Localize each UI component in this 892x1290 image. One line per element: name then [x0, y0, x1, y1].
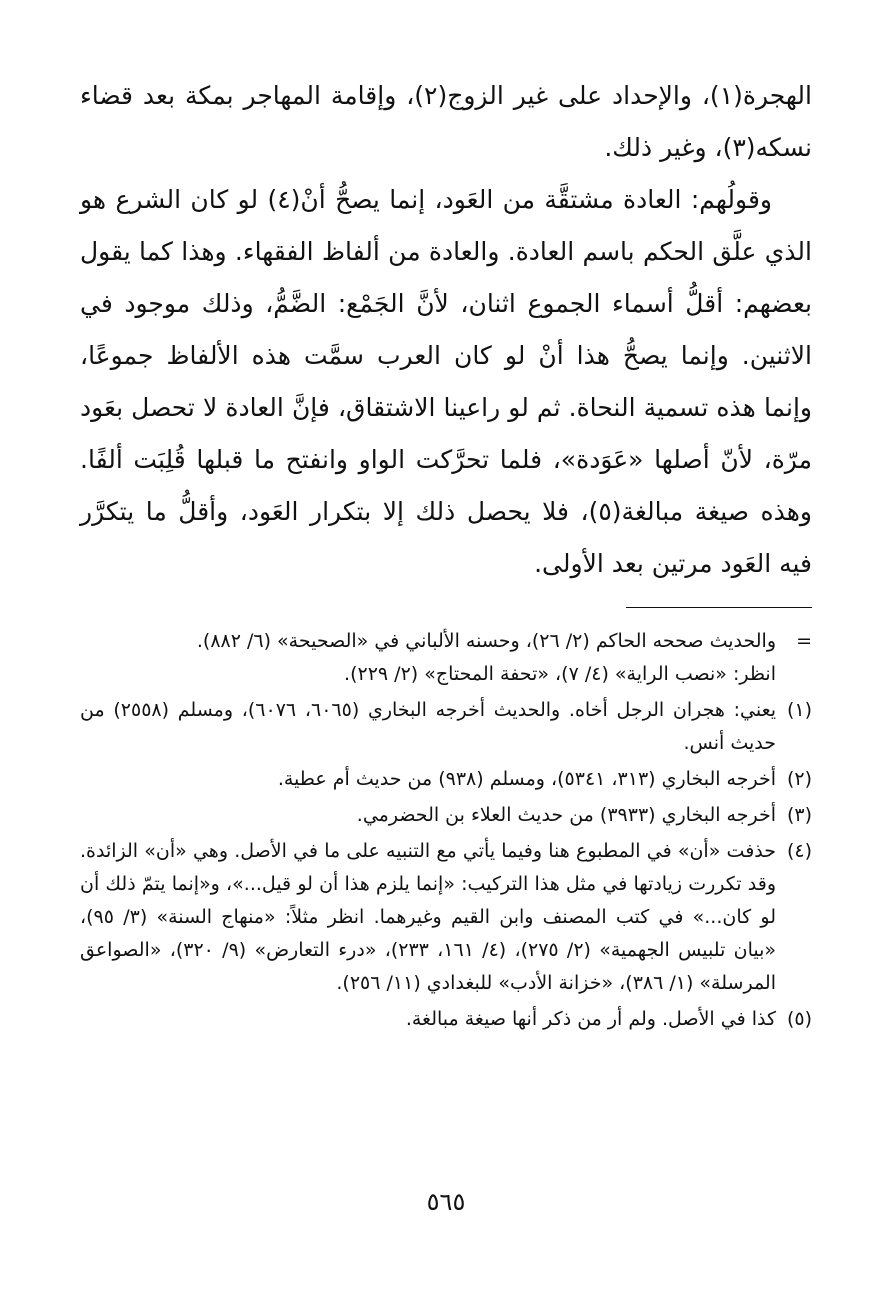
page-number: ٥٦٥ [426, 1188, 466, 1216]
footnote-4 [80, 835, 812, 1000]
footnote-separator [626, 607, 812, 608]
footnote-text [80, 763, 776, 796]
footnote-line: يعني: هجران الرجل أخاه. والحديث أخرجه البخاري (٦٠٦٥، ٦٠٧٦)، ومسلم (٢٥٥٨) من حديث أنس. [80, 699, 777, 754]
footnote-line: والحديث صححه الحاكم (٢/ ٢٦)، وحسنه الألباني في «الصحيحة» (٦/ ٨٨٢). [196, 630, 776, 652]
footnote-marker: (٣) [786, 804, 812, 826]
footnote-line: كذا في الأصل. ولم أر من ذكر أنها صيغة مبالغة. [405, 1008, 776, 1030]
footnote-marker: (٥) [786, 1008, 812, 1030]
footnote-text [80, 799, 776, 832]
main-paragraph: الهجرة(١)، والإحداد على غير الزوج(٢)، وإقامة المهاجر بمكة بعد قضاء نسكه(٣)، وغير ذلك. [80, 81, 812, 162]
footnote-text [80, 835, 776, 1000]
footnote-text [80, 625, 776, 691]
footnote-text [80, 1003, 776, 1036]
footnote-line: أخرجه البخاري (٣١٣، ٥٣٤١)، ومسلم (٩٣٨) من حديث أم عطية. [277, 768, 776, 790]
footnote-marker: (٤) [786, 840, 812, 862]
footnote-5 [80, 1003, 812, 1036]
footnote-marker: = [796, 630, 812, 652]
footnote-continuation [80, 625, 812, 691]
footnote-line: حذفت «أن» في المطبوع هنا وفيما يأتي مع التنبيه على ما في الأصل. وهي «أن» الزائدة. وقد تكررت زيادتها في مثل هذا التركيب: «إنما يلزم هذا أن لو قيل...»، و«إنما يتمّ ذلك أن لو كان...» في كتب المصنف وابن القيم وغيرهما. انظر مثلاً: «منهاج السنة» (٣/ ٩٥)، «بيان تلبيس الجهمية» (٢/ ٢٧٥)، (٤/ ١٦١، ٢٣٣)، «درء التعارض» (٩/ ٣٢٠)، «الصواعق المرسلة» (١/ ٣٨٦)، «خزانة الأدب» للبغدادي (١١/ ٢٥٦). [80, 840, 777, 994]
footnote-marker: (٢) [786, 768, 812, 790]
footnote-line: انظر: «نصب الراية» (٤/ ٧)، «تحفة المحتاج» (٢/ ٢٢٩). [344, 663, 776, 685]
main-paragraph: وقولُهم: العادة مشتقَّة من العَود، إنما يصحُّ أنْ(٤) لو كان الشرع هو الذي علَّق الحكم باسم العادة. والعادة من ألفاظ الفقهاء. وهذا كما يقول بعضهم: أقلُّ أسماء الجموع اثنان، لأنَّ الجَمْع: الضَّمُّ، وذلك موجود في الاثنين. وإنما يصحُّ هذا أنْ لو كان العرب سمَّت هذه الألفاظ جموعًا، وإنما هذه تسمية النحاة. ثم لو راعينا الاشتقاق، فإنَّ العادة لا تحصل بعَود مرّة، لأنّ أصلها «عَوَدة»، فلما تحرَّكت الواو وانفتح ما قبلها قُلِبَت ألفًا. وهذه صيغة مبالغة(٥)، فلا يحصل ذلك إلا بتكرار العَود، وأقلُّ ما يتكرَّر فيه العَود مرتين بعد الأولى. [80, 185, 813, 578]
footnote-2 [80, 763, 812, 796]
footnote-marker: (١) [786, 699, 812, 721]
footnotes-block [80, 625, 812, 1039]
main-text-block [80, 70, 812, 590]
footnote-line: أخرجه البخاري (٣٩٣٣) من حديث العلاء بن الحضرمي. [356, 804, 776, 826]
footnote-text [80, 694, 776, 760]
footnote-1 [80, 694, 812, 760]
footnote-3 [80, 799, 812, 832]
